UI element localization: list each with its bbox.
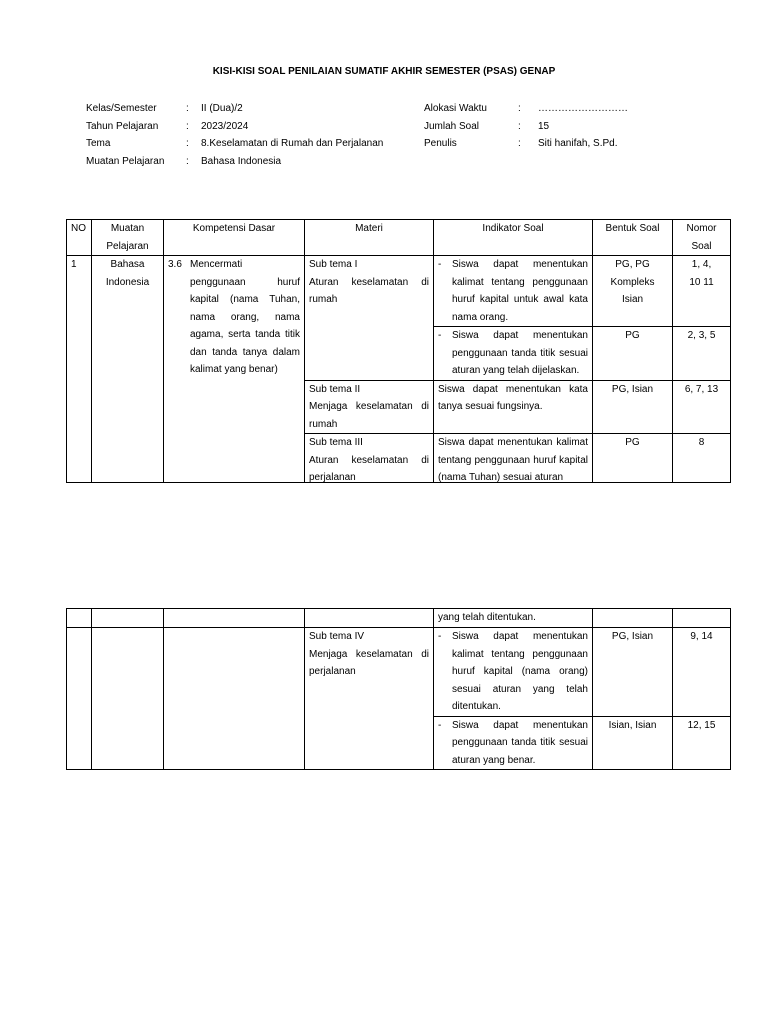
header-nomor-line1: Nomor	[686, 223, 717, 234]
cell-materi	[305, 628, 434, 770]
info-label: Tahun Pelajaran	[86, 120, 159, 132]
kd-text: Mencermati penggunaan huruf kapital (nama Tuhan, nama orang, nama agama, serta tanda titik dan tanda tanya dalam kalimat yang benar)	[190, 259, 300, 375]
cell-nomor-empty	[673, 609, 731, 628]
table-row	[67, 628, 731, 717]
cell-indikator: yang telah ditentukan.	[434, 609, 593, 628]
cell-nomor: 1, 4, 10 11	[673, 256, 731, 327]
bullet-dash: -	[438, 330, 442, 341]
cell-bentuk-empty	[593, 609, 673, 628]
cell-kd-empty	[164, 609, 305, 628]
cell-indikator	[434, 256, 593, 327]
materi-desc: Menjaga keselamatan di perjalanan	[309, 648, 429, 677]
cell-no-empty	[67, 628, 92, 770]
header-no: NO	[67, 220, 92, 256]
cell-muatan: Bahasa Indonesia	[92, 256, 164, 483]
info-row-muatan	[86, 153, 383, 171]
materi-desc: Aturan keselamatan di perjalanan	[309, 454, 429, 482]
cell-bentuk: PG, Isian	[593, 380, 673, 434]
cell-materi	[305, 380, 434, 434]
info-row-jumlah	[424, 118, 628, 136]
info-separator: :	[518, 103, 521, 114]
info-label: Penulis	[424, 138, 457, 149]
info-label: Jumlah Soal	[424, 120, 480, 132]
kisi-kisi-table-continued	[66, 608, 731, 770]
info-block-right	[424, 100, 628, 153]
info-separator: :	[518, 120, 521, 132]
materi-title: Sub tema IV	[309, 631, 365, 642]
cell-bentuk: PG	[593, 434, 673, 483]
cell-indikator	[434, 327, 593, 381]
indikator-text: Siswa dapat menentukan penggunaan tanda titik sesuai aturan yang benar.	[452, 719, 588, 766]
document-title: KISI-KISI SOAL PENILAIAN SUMATIF AKHIR SEMESTER (PSAS) GENAP	[212, 66, 556, 77]
info-value: 15	[538, 120, 550, 132]
bullet-dash: -	[438, 631, 442, 642]
materi-desc: Aturan keselamatan di rumah	[309, 276, 429, 305]
info-row-tema	[86, 135, 383, 153]
info-separator: :	[518, 138, 521, 149]
info-row-tahun	[86, 118, 383, 136]
info-row-alokasi	[424, 100, 628, 118]
info-separator: :	[186, 103, 189, 114]
cell-no-empty	[67, 609, 92, 628]
cell-nomor: 9, 14	[673, 628, 731, 717]
cell-indikator: Siswa dapat menentukan kata tanya sesuai fungsinya.	[434, 380, 593, 434]
kisi-kisi-table	[66, 219, 731, 483]
indikator-text: Siswa dapat menentukan penggunaan tanda titik sesuai aturan yang telah dijelaskan.	[452, 330, 588, 376]
table-row	[67, 609, 731, 628]
indikator-text: Siswa dapat menentukan kalimat tentang penggunaan huruf kapital (nama orang) sesuai aturan yang telah ditentukan.	[452, 631, 588, 712]
info-row-penulis	[424, 135, 628, 153]
info-value: 2023/2024	[201, 120, 249, 132]
header-nomor	[673, 220, 731, 256]
info-label: Muatan Pelajaran	[86, 155, 165, 167]
indikator-text: Siswa dapat menentukan kalimat tentang penggunaan huruf kapital (nama Tuhan) sesuai aturan	[438, 437, 588, 482]
info-value: ………………………	[538, 103, 628, 114]
header-muatan-line2: Pelajaran	[106, 240, 149, 252]
materi-title: Sub tema I	[309, 259, 358, 270]
cell-muatan-empty	[92, 628, 164, 770]
info-separator: :	[186, 138, 189, 149]
info-label: Kelas/Semester	[86, 103, 157, 114]
cell-bentuk: PG	[593, 327, 673, 381]
cell-bentuk: Isian, Isian	[593, 716, 673, 770]
info-label: Alokasi Waktu	[424, 103, 487, 114]
indikator-text: Siswa dapat menentukan kalimat tentang penggunaan huruf kapital untuk awal kata nama orang.	[452, 259, 588, 323]
cell-indikator	[434, 716, 593, 770]
cell-indikator	[434, 434, 593, 483]
cell-no: 1	[67, 256, 92, 483]
cell-kd	[164, 256, 305, 483]
header-kd: Kompetensi Dasar	[164, 220, 305, 256]
info-value: 8.Keselamatan di Rumah dan Perjalanan	[201, 138, 384, 149]
bullet-dash: -	[438, 259, 442, 270]
info-label: Tema	[86, 138, 111, 149]
cell-materi-empty	[305, 609, 434, 628]
info-row-kelas	[86, 100, 383, 118]
cell-bentuk: PG, Isian	[593, 628, 673, 717]
info-value: Bahasa Indonesia	[201, 155, 282, 167]
header-nomor-line2: Soal	[691, 240, 712, 252]
header-muatan-line1: Muatan	[110, 223, 145, 234]
materi-title: Sub tema II	[309, 383, 361, 395]
cell-materi	[305, 434, 434, 483]
table-row	[67, 256, 731, 327]
cell-nomor: 2, 3, 5	[673, 327, 731, 381]
kd-number: 3.6	[168, 259, 182, 270]
cell-kd-empty	[164, 628, 305, 770]
table-header-row	[67, 220, 731, 256]
cell-indikator	[434, 628, 593, 717]
header-bentuk: Bentuk Soal	[593, 220, 673, 256]
info-value: Siti hanifah, S.Pd.	[538, 138, 618, 149]
cell-materi	[305, 256, 434, 381]
header-materi: Materi	[305, 220, 434, 256]
info-value: II (Dua)/2	[201, 103, 243, 114]
cell-nomor: 6, 7, 13	[673, 380, 731, 434]
header-indikator: Indikator Soal	[434, 220, 593, 256]
info-block-left	[86, 100, 383, 170]
cell-bentuk: PG, PG Kompleks Isian	[593, 256, 673, 327]
bullet-dash: -	[438, 719, 442, 731]
materi-desc: Menjaga keselamatan di rumah	[309, 401, 429, 430]
cell-muatan-empty	[92, 609, 164, 628]
info-separator: :	[186, 120, 189, 132]
cell-nomor: 12, 15	[673, 716, 731, 770]
cell-nomor: 8	[673, 434, 731, 483]
materi-title: Sub tema III	[309, 437, 363, 448]
header-muatan	[92, 220, 164, 256]
info-separator: :	[186, 155, 189, 167]
